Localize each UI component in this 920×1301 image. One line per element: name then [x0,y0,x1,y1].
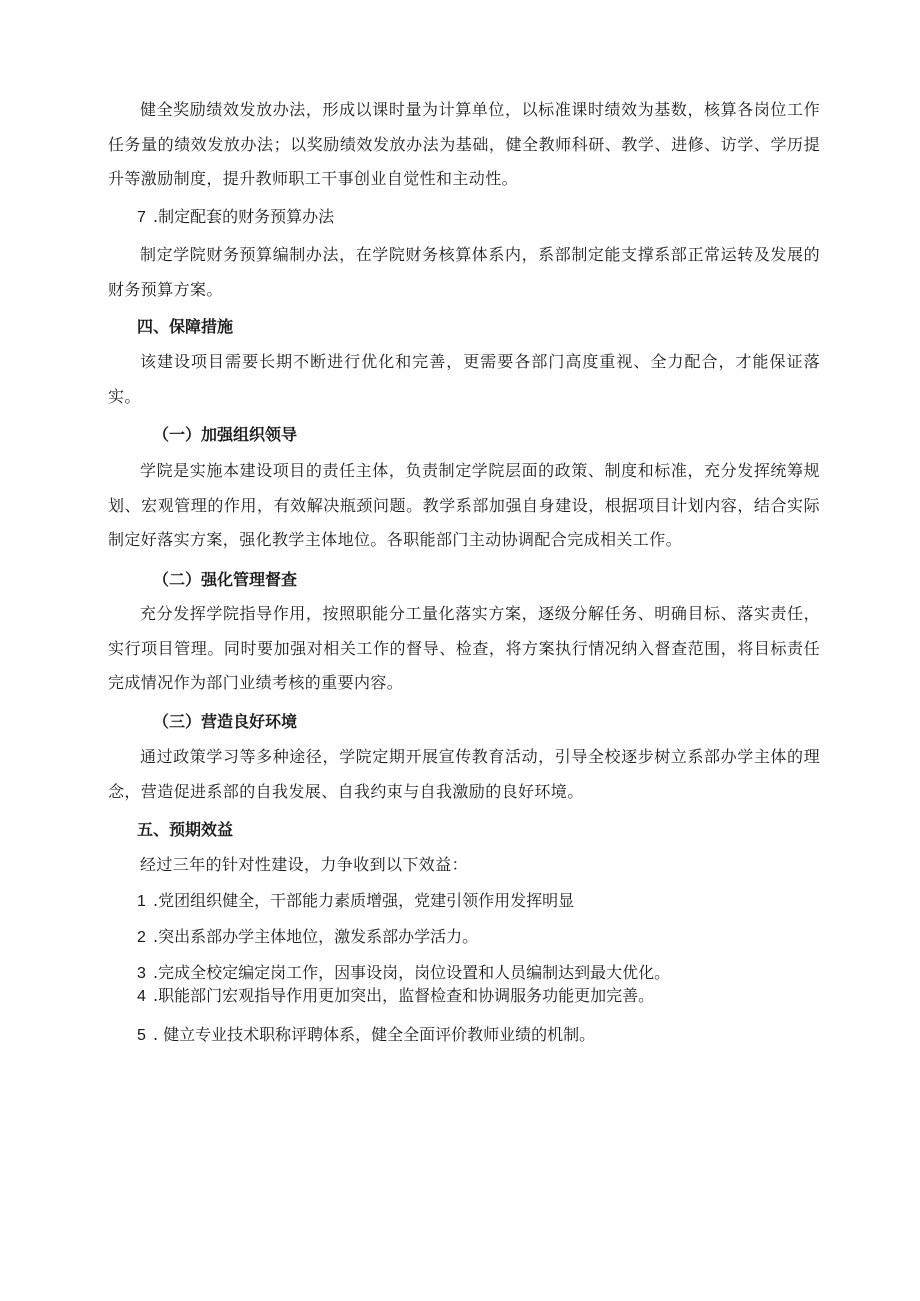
list-item-number: 5 [137,1027,146,1044]
list-item-7 [137,200,334,236]
list-item-text: .制定配套的财务预算办法 [153,207,335,226]
paragraph-financial-budget: 制定学院财务预算编制办法，在学院财务核算体系内，系部制定能支撑系部正常运转及发展的财务预算方案。 [108,245,820,299]
subheading-organization-leadership: （一）加强组织领导 [153,425,298,444]
list-item [137,884,574,920]
paragraph-benefits-intro: 经过三年的针对性建设，力争收到以下效益： [140,855,469,874]
paragraph-safeguards-intro: 该建设项目需要长期不断进行优化和完善，更需要各部门高度重视、全力配合，才能保证落实。 [108,352,820,406]
section-heading-safeguards: 四、保障措施 [137,317,234,336]
list-item-number: 3 [137,965,146,982]
list-item-text: . 健立专业技术职称评聘体系，健全全面评价教师业绩的机制。 [153,1025,596,1044]
list-item-text: .完成全校定编定岗工作，因事设岗，岗位设置和人员编制达到最大优化。 [153,963,671,982]
list-item-number: 1 [137,893,146,910]
list-item-text: .职能部门宏观指导作用更加突出，监督检查和协调服务功能更加完善。 [153,986,655,1005]
paragraph-good-environment: 通过政策学习等多种途径，学院定期开展宣传教育活动，引导全校逐步树立系部办学主体的理念，营造促进系部的自我发展、自我约束与自我激励的良好环境。 [108,747,820,801]
list-item-text: .党团组织健全，干部能力素质增强，党建引领作用发挥明显 [153,891,575,910]
list-item-number: 7 [137,209,146,226]
list-item [137,979,654,1015]
paragraph-organization-leadership: 学院是实施本建设项目的责任主体，负责制定学院层面的政策、制度和标准，充分发挥统筹规划、宏观管理的作用，有效解决瓶颈问题。教学系部加强自身建设，根据项目计划内容，结合实际制定好落实方案，强化教学主体地位。各职能部门主动协调配合完成相关工作。 [108,461,820,549]
paragraph-management-supervision: 充分发挥学院指导作用，按照职能分工量化落实方案，逐级分解任务、明确目标、落实责任，实行项目管理。同时要加强对相关工作的督导、检查，将方案执行情况纳入督查范围，将目标责任完成情况作为部门业绩考核的重要内容。 [108,604,820,692]
list-item [137,1018,595,1054]
section-heading-expected-benefits: 五、预期效益 [137,820,234,839]
list-item-number: 4 [137,988,146,1005]
paragraph-incentive-performance: 健全奖励绩效发放办法，形成以课时量为计算单位，以标准课时绩效为基数，核算各岗位工作任务量的绩效发放办法；以奖励绩效发放办法为基础，健全教师科研、教学、进修、访学、学历提升等激励制度，提升教师职工干事创业自觉性和主动性。 [108,100,820,188]
list-item-number: 2 [137,929,146,946]
subheading-management-supervision: （二）强化管理督查 [153,570,298,589]
list-item-text: .突出系部办学主体地位，激发系部办学活力。 [153,927,479,946]
list-item [137,920,478,956]
subheading-good-environment: （三）营造良好环境 [153,712,298,731]
